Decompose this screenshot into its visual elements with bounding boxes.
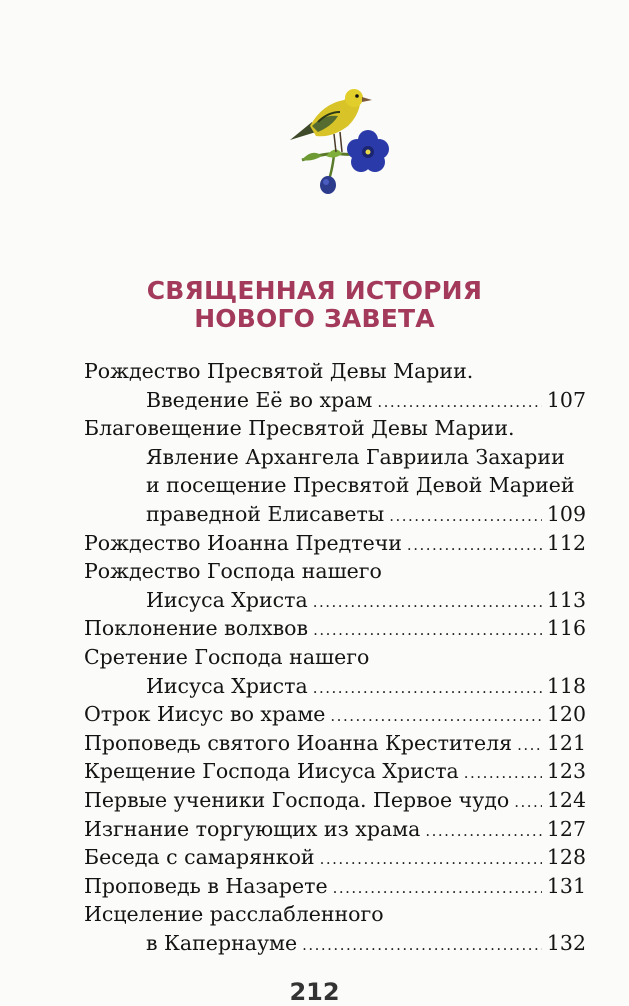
toc-entry-title: Рождество Пресвятой Девы Марии. bbox=[84, 359, 474, 383]
toc-entry bbox=[84, 643, 586, 672]
toc-entry-title: Иисуса Христа bbox=[146, 587, 308, 612]
section-title-line-1: СВЯЩЕННАЯ ИСТОРИЯ bbox=[146, 276, 483, 305]
toc-page-number: 120 bbox=[546, 702, 586, 727]
toc-page-number: 127 bbox=[546, 816, 586, 841]
toc-entry bbox=[84, 700, 586, 729]
toc-page-number: 109 bbox=[546, 501, 586, 526]
table-of-contents bbox=[84, 357, 586, 957]
toc-entry-title: и посещение Пресвятой Девой Марией bbox=[146, 473, 575, 498]
toc-entry-title: Проповедь в Назарете bbox=[84, 873, 328, 898]
toc-leader-dots bbox=[514, 788, 542, 817]
toc-entry bbox=[84, 729, 586, 758]
toc-entry bbox=[84, 872, 586, 901]
toc-page-number: 112 bbox=[546, 530, 586, 555]
toc-entry bbox=[84, 443, 586, 472]
toc-entry bbox=[84, 614, 586, 643]
toc-page-number: 107 bbox=[546, 387, 586, 412]
toc-page-number: 123 bbox=[546, 759, 586, 784]
toc-entry bbox=[84, 900, 586, 929]
toc-page-number: 113 bbox=[546, 587, 586, 612]
toc-leader-dots bbox=[313, 616, 542, 645]
toc-entry-title: праведной Елисаветы bbox=[146, 501, 385, 526]
toc-entry bbox=[84, 929, 586, 958]
toc-entry-title: Проповедь святого Иоанна Крестителя bbox=[84, 730, 513, 755]
toc-leader-dots bbox=[333, 874, 542, 903]
toc-entry-title: Иисуса Христа bbox=[146, 673, 308, 698]
toc-entry bbox=[84, 357, 586, 386]
toc-entry-title: Исцеление расслабленного bbox=[84, 902, 384, 927]
toc-entry bbox=[84, 386, 586, 415]
toc-leader-dots bbox=[407, 531, 542, 560]
toc-entry-title: в Капернауме bbox=[146, 930, 298, 955]
toc-entry bbox=[84, 529, 586, 558]
toc-page-number: 124 bbox=[546, 787, 586, 812]
section-title-line-2: НОВОГО ЗАВЕТА bbox=[194, 304, 435, 333]
toc-page-number: 128 bbox=[546, 845, 586, 870]
toc-leader-dots bbox=[313, 674, 542, 703]
toc-leader-dots bbox=[313, 588, 542, 617]
toc-entry bbox=[84, 557, 586, 586]
toc-entry bbox=[84, 586, 586, 615]
toc-entry-title: Беседа с самарянкой bbox=[84, 845, 315, 870]
toc-entry bbox=[84, 414, 586, 443]
toc-entry-title: Отрок Иисус во храме bbox=[84, 702, 326, 727]
toc-entry-title: Введение Её во храм bbox=[146, 387, 373, 412]
toc-leader-dots bbox=[330, 702, 541, 731]
toc-entry-title: Первые ученики Господа. Первое чудо bbox=[84, 787, 510, 812]
toc-entry bbox=[84, 843, 586, 872]
toc-entry-title: Рождество Господа нашего bbox=[84, 559, 382, 584]
toc-leader-dots bbox=[302, 931, 542, 960]
toc-entry bbox=[84, 757, 586, 786]
toc-page-number: 131 bbox=[546, 873, 586, 898]
toc-leader-dots bbox=[425, 817, 542, 846]
toc-entry-title: Благовещение Пресвятой Девы Марии. bbox=[84, 416, 515, 441]
toc-leader-dots bbox=[464, 759, 542, 788]
toc-entry bbox=[84, 471, 586, 500]
toc-entry-title: Сретение Господа нашего bbox=[84, 644, 370, 669]
toc-entry bbox=[84, 815, 586, 844]
toc-entry bbox=[84, 672, 586, 701]
page-number: 212 bbox=[289, 978, 340, 1006]
toc-entry-title: Явление Архангела Гавриила Захарии bbox=[146, 444, 565, 469]
toc-leader-dots bbox=[517, 731, 542, 760]
toc-entry-title: Крещение Господа Иисуса Христа bbox=[84, 759, 459, 784]
toc-leader-dots bbox=[389, 502, 542, 531]
toc-entry-title: Поклонение волхвов bbox=[84, 616, 309, 641]
toc-leader-dots bbox=[377, 388, 542, 417]
toc-leader-dots bbox=[320, 845, 542, 874]
toc-page-number: 121 bbox=[546, 730, 586, 755]
toc-page-number: 116 bbox=[546, 616, 586, 641]
toc-page-number: 132 bbox=[546, 930, 586, 955]
toc-entry-title: Рождество Иоанна Предтечи bbox=[84, 530, 402, 555]
toc-entry bbox=[84, 500, 586, 529]
toc-page-number: 118 bbox=[546, 673, 586, 698]
toc-entry-title: Изгнание торгующих из храма bbox=[84, 816, 421, 841]
bird-on-flower-ornament bbox=[282, 82, 402, 200]
toc-entry bbox=[84, 786, 586, 815]
